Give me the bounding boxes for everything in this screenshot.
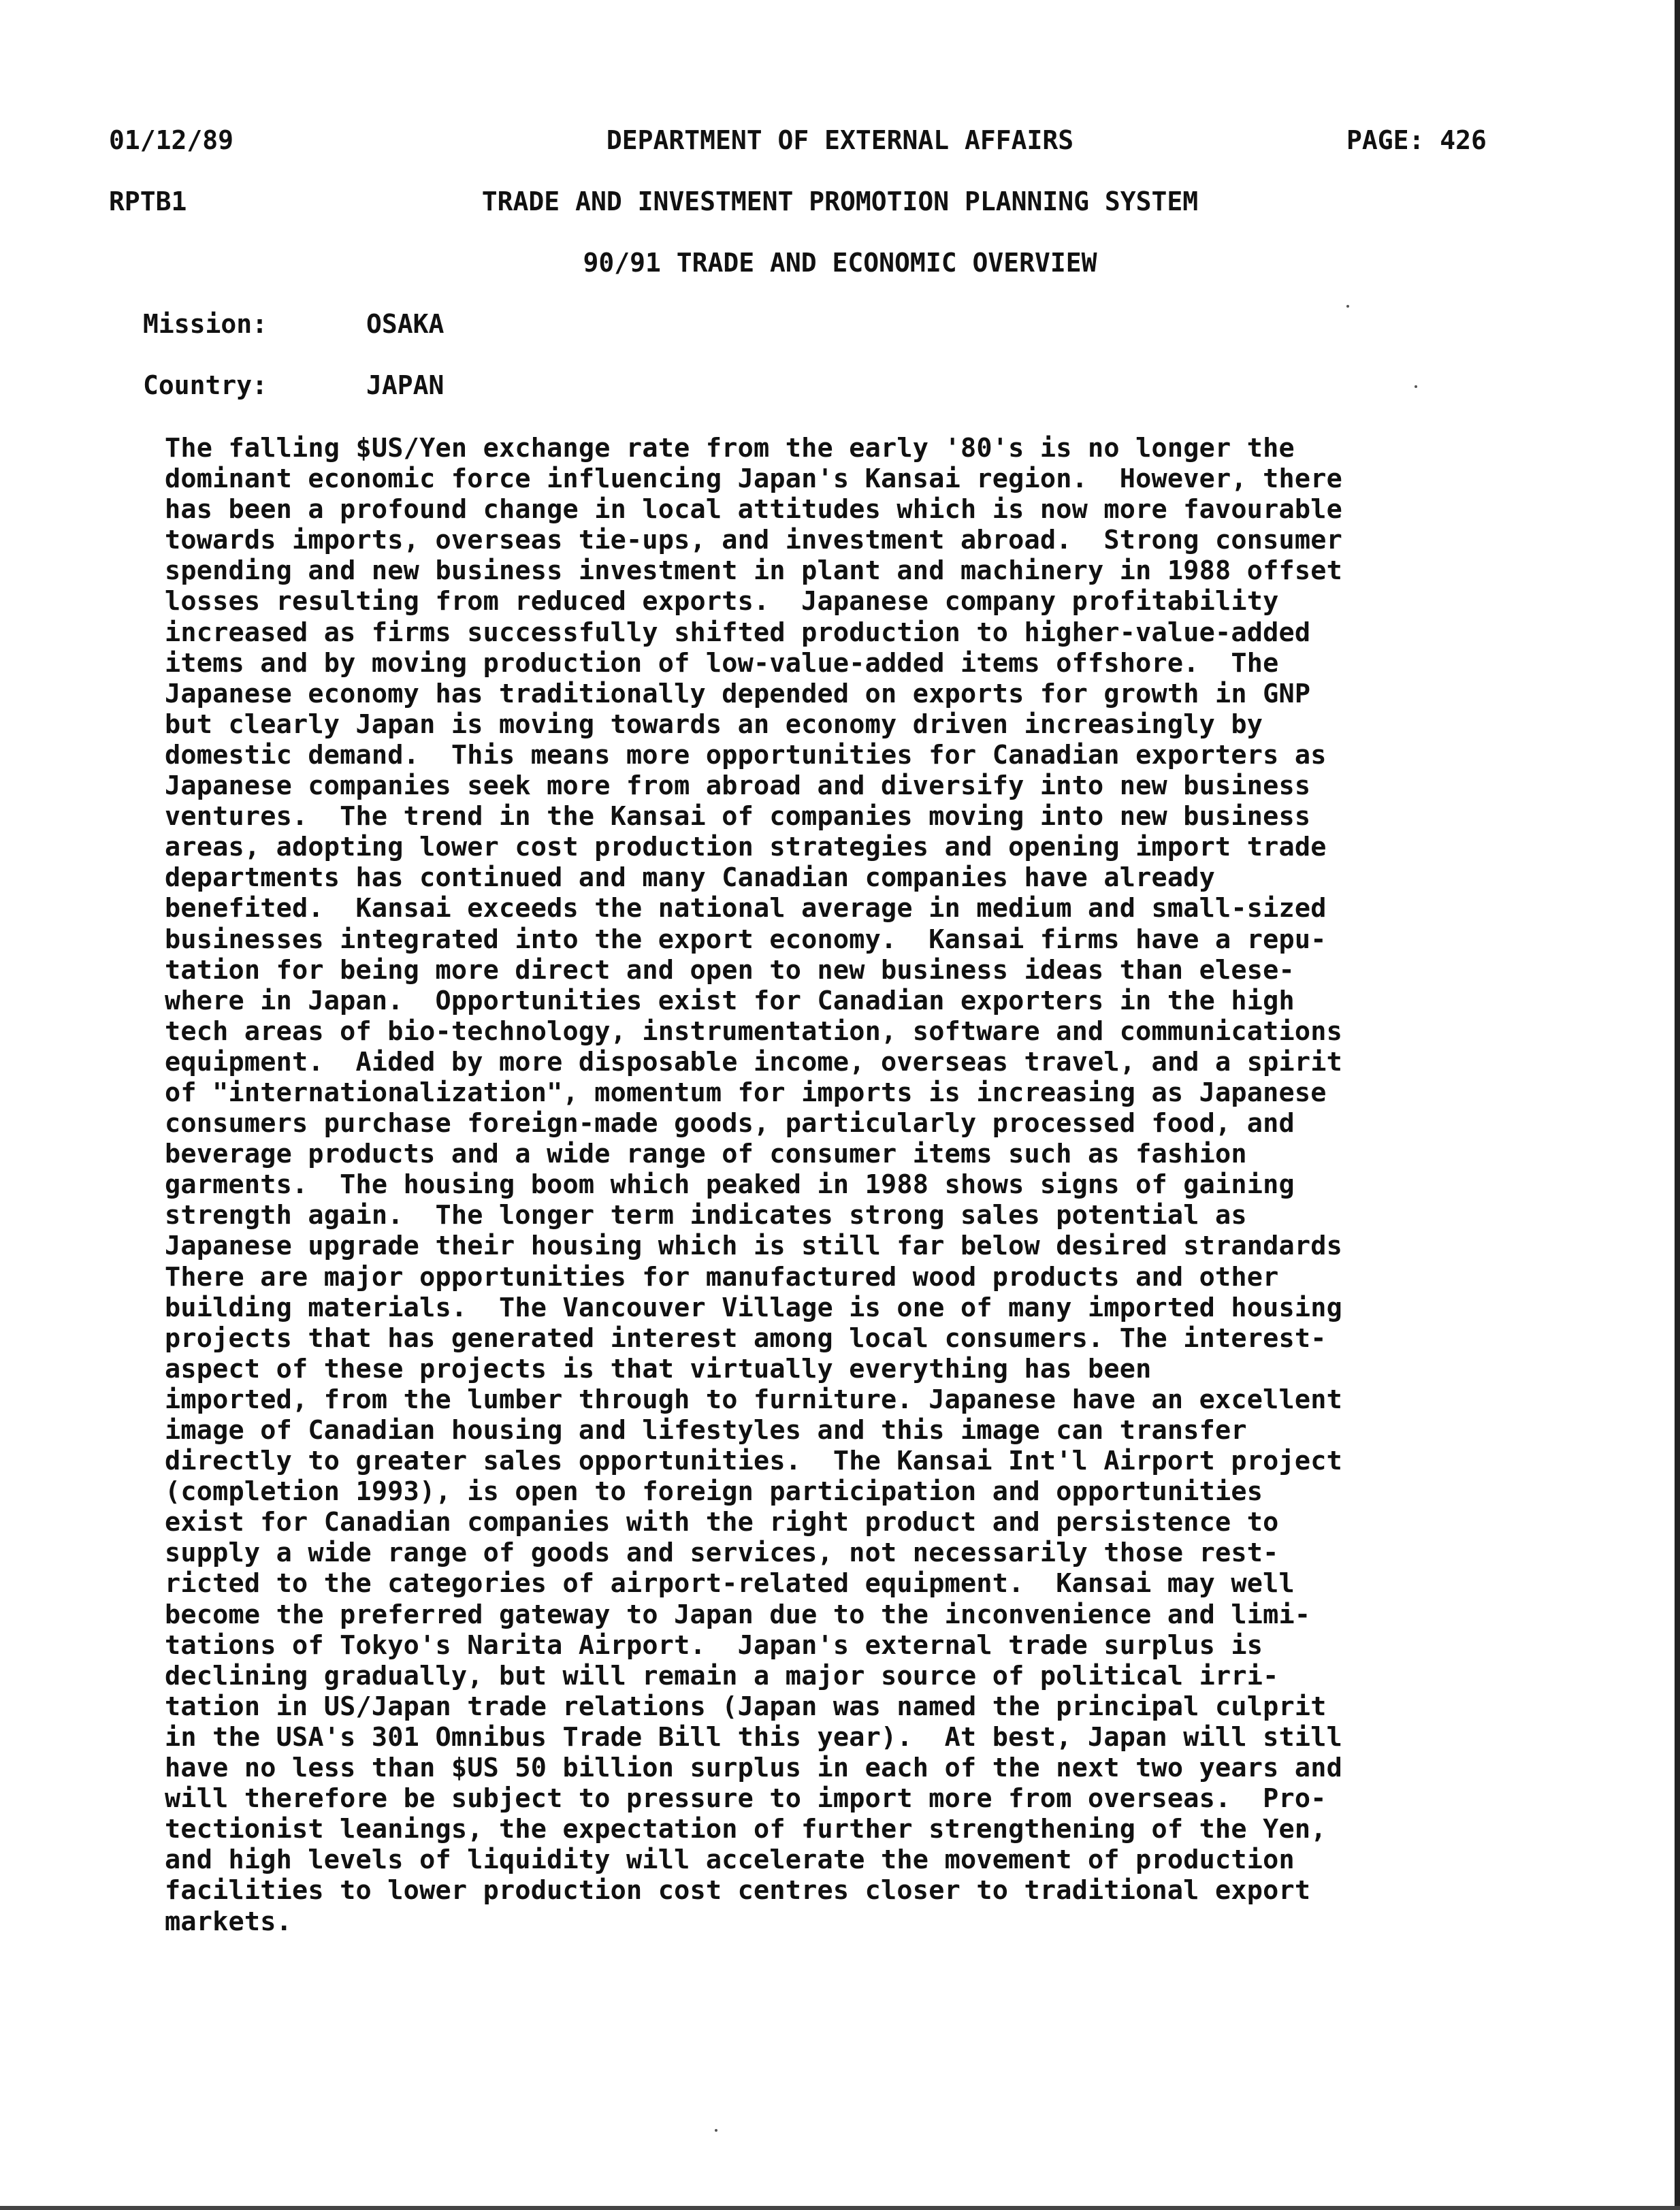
- report-date: 01/12/89: [109, 125, 234, 155]
- mission-value: OSAKA: [366, 309, 445, 339]
- country-value: JAPAN: [366, 370, 445, 400]
- scan-speck: [1346, 305, 1349, 308]
- scan-speck: [1415, 385, 1417, 388]
- overview-body-text: The falling $US/Yen exchange rate from the early '80's is no longer the dominant economic force influencing Japan's Kansai region. However, there has been a profound change in local attitudes which is now more favourable towards imports, overseas tie-ups, and investment abroad. Strong consumer spending and new business investment in plant and machinery in 1988 offset losses resulting from reduced exports. Japanese company profitability increased as firms successfully shifted production to higher-value-added items and by moving production of low-value-added items offshore. The Japanese economy has traditionally depended on exports for growth in GNP but clearly Japan is moving towards an economy driven increasingly by domestic demand. This means more opportunities for Canadian exporters as Japanese companies seek more from abroad and diversify into new business ventures. The trend in the Kansai of companies moving into new business areas, adopting lower cost production strategies and opening import trade departments has continued and many Canadian companies have already benefited. Kansai exceeds the national average in medium and small-sized businesses integrated into the export economy. Kansai firms have a repu- tation for being more direct and open to new business ideas than elese- where in Japan. Opportunities exist for Canadian exporters in the high tech areas of bio-technology, instrumentation, software and communications equipment. Aided by more disposable income, overseas travel, and a spirit of "internationalization", momentum for imports is increasing as Japanese consumers purchase foreign-made goods, particularly processed food, and beverage products and a wide range of consumer items such as fashion garments. The housing boom which peaked in 1988 shows signs of gaining strength again. The longer term indicates strong sales potential as Japanese upgrade their housing which is still far below desired strandards There are major opportunities for manufactured wood products and other building materials. The Vancouver Village is one of many imported housing projects that has generated interest among local consumers. The interest- aspect of these projects is that virtually everything has been imported, from the lumber through to furniture. Japanese have an excellent image of Canadian housing and lifestyles and this image can transfer directly to greater sales opportunities. The Kansai Int'l Airport project (completion 1993), is open to foreign participation and opportunities exist for Canadian companies with the right product and persistence to supply a wide range of goods and services, not necessarily those rest- ricted to the categories of airport-related equipment. Kansai may well become the preferred gateway to Japan due to the inconvenience and limi- tations of Tokyo's Narita Airport. Japan's external trade surplus is declining gradually, but will remain a major source of political irri- tation in US/Japan trade relations (Japan was named the principal culprit in the USA's 301 Omnibus Trade Bill this year). At best, Japan will still have no less than $US 50 billion surplus in each of the next two years and will therefore be subject to pressure to import more from overseas. Pro- tectionist leanings, the expectation of further strengthening of the Yen, and high levels of liquidity will accelerate the movement of production facilities to lower production cost centres closer to traditional export markets.: [165, 433, 1343, 1937]
- report-code: RPTB1: [109, 186, 187, 216]
- page-number: PAGE: 426: [1346, 125, 1487, 155]
- scan-speck: [715, 2129, 717, 2132]
- scan-edge-right: [1675, 0, 1680, 2210]
- country-label: Country:: [143, 370, 268, 400]
- department-heading: DEPARTMENT OF EXTERNAL AFFAIRS: [606, 125, 1074, 155]
- mission-label: Mission:: [143, 309, 268, 339]
- scan-edge-bottom: [0, 2206, 1680, 2210]
- overview-title: 90/91 TRADE AND ECONOMIC OVERVIEW: [583, 248, 1097, 278]
- system-title: TRADE AND INVESTMENT PROMOTION PLANNING SYSTEM: [481, 186, 1199, 216]
